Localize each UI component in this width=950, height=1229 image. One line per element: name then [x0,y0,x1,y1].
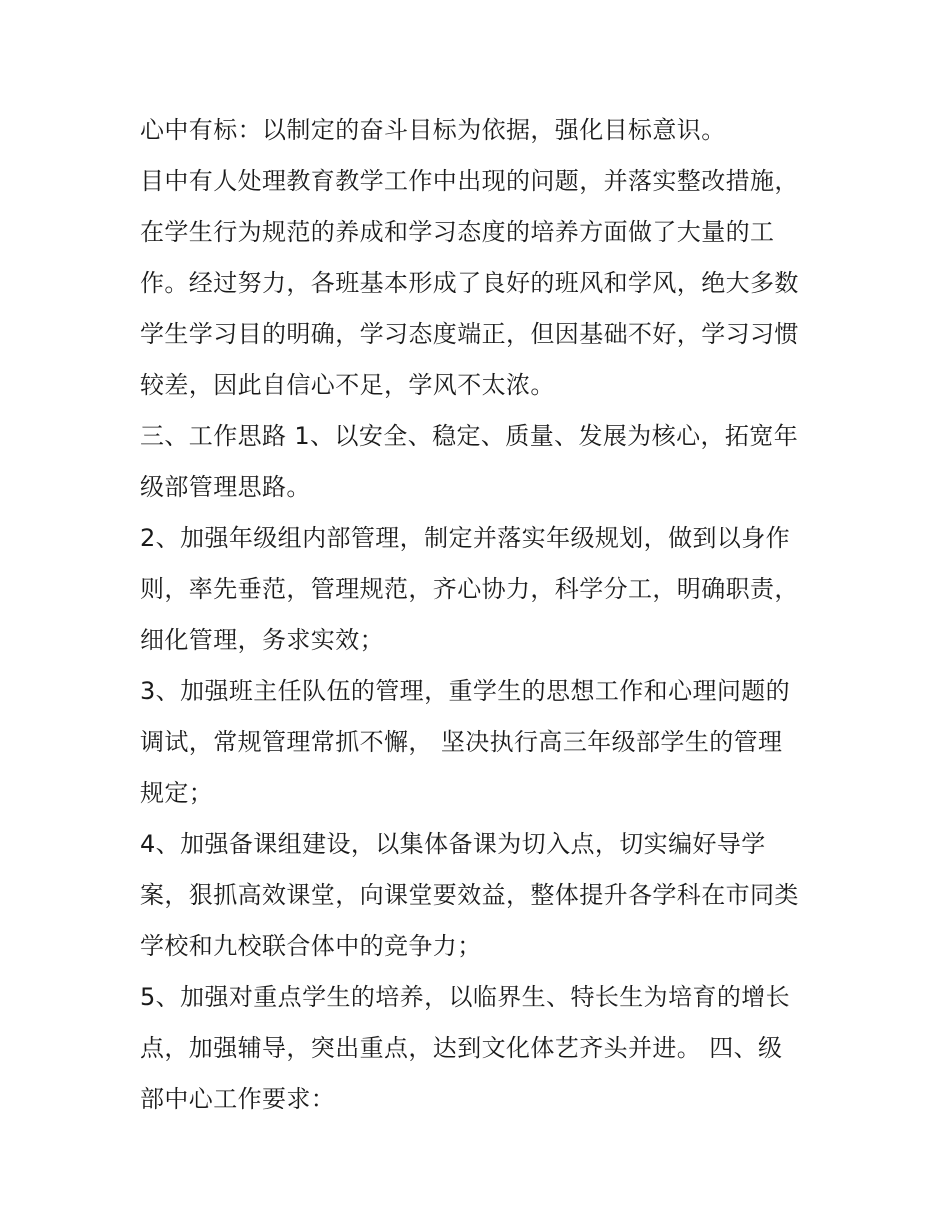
paragraph-1 [140,105,830,156]
text-line: 案，狠抓高效课堂，向课堂要效益，整体提升各学科在市同类 [140,881,799,909]
text-line: 规定； [140,779,214,807]
paragraph-2 [140,156,830,411]
text-line: 细化管理，务求实效； [140,626,384,654]
paragraph-7 [140,972,830,1125]
paragraph-6 [140,819,830,972]
text-line: 调试，常规管理常抓不懈， 坚决执行高三年级部学生的管理 [140,728,783,756]
paragraph-4 [140,513,830,666]
paragraph-5 [140,666,830,819]
text-line: 学校和九校联合体中的竞争力； [140,932,482,960]
text-line: 则，率先垂范，管理规范，齐心协力，科学分工，明确职责， [140,575,799,603]
text-line: 5、加强对重点学生的培养，以临界生、特长生为培育的增长 [140,983,791,1011]
paragraph-3 [140,411,830,513]
text-line: 2、加强年级组内部管理，制定并落实年级规划，做到以身作 [140,524,791,552]
text-line: 3、加强班主任队伍的管理，重学生的思想工作和心理问题的 [140,677,791,705]
text-line: 三、工作思路 1、以安全、稳定、质量、发展为核心，拓宽年 [140,422,799,450]
text-line: 较差，因此自信心不足，学风不太浓。 [140,371,555,399]
text-line: 心中有标：以制定的奋斗目标为依据，强化目标意识。 [140,116,726,144]
document-body [140,105,830,1125]
text-line: 目中有人处理教育教学工作中出现的问题，并落实整改措施， [140,167,799,195]
text-line: 作。经过努力，各班基本形成了良好的班风和学风，绝大多数 [140,269,799,297]
text-line: 4、加强备课组建设，以集体备课为切入点，切实编好导学 [140,830,766,858]
text-line: 学生学习目的明确，学习态度端正，但因基础不好，学习习惯 [140,320,799,348]
text-line: 点，加强辅导，突出重点，达到文化体艺齐头并进。 四、级 [140,1034,783,1062]
text-line: 级部管理思路。 [140,473,311,501]
text-line: 在学生行为规范的养成和学习态度的培养方面做了大量的工 [140,218,775,246]
text-line: 部中心工作要求： [140,1085,336,1113]
